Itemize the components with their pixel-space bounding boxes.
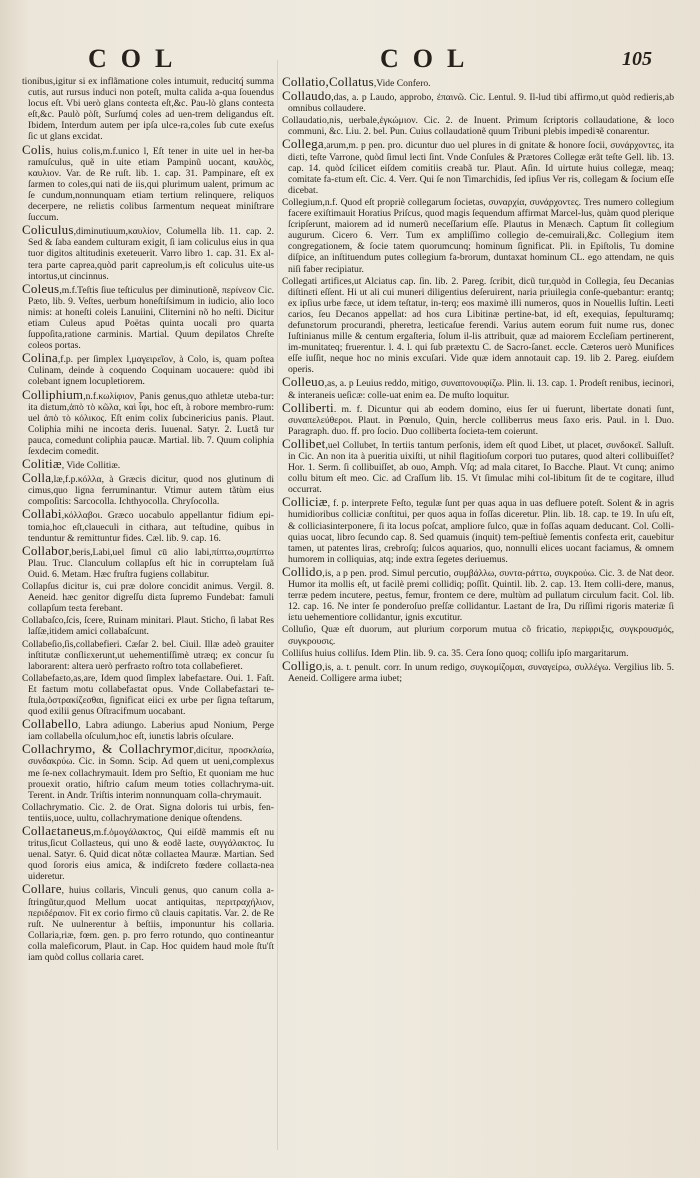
entry-headword: Colliciæ xyxy=(282,494,328,510)
entry-headword: Collatio,Collatus xyxy=(282,74,374,89)
dictionary-entry xyxy=(22,472,274,507)
dictionary-entry xyxy=(282,496,674,565)
entry-text: tionibus,igitur si ex inflãmatione coles intumuit, reducitq́ summa cutis, aut rursus induci non poteſt, multa calida a-qua ſouendus locus eſt. Vbi uerò glans conteɛta eſt,&c. Pau-lò glans conteɛta eſt,&c. Paulò pòſt, Surſumq́ coles ad uen-trem deligandus eſt. Ibidem, Interdum autem per ipſa ulce-ra,coles ſub cute exeſus ſic ut glans excidat. xyxy=(22,76,274,143)
entry-headword: Collega xyxy=(282,136,324,152)
entry-headword: Collabor xyxy=(22,542,70,558)
dictionary-entry xyxy=(282,563,674,624)
entry-text: Collabaſco,ſcis, ſcere, Ruinam minitari. Plaut. Sticho, ſi labat Res laſſæ,itidem amici collabaſcunt. xyxy=(22,615,274,638)
dictionary-entry xyxy=(282,399,674,437)
entry-text: ,as, a. p Leuius reddo, mitigo, συναπονουφίζω. Plin. li. 13. cap. 1. Prodeſt renibus, iecinori, & interaneis ueſicæ: colle-uat enim ea. De muſto loquitur. xyxy=(288,378,675,401)
entry-headword: Colligo xyxy=(282,657,323,673)
entry-headword: Colis xyxy=(22,141,51,157)
left-column xyxy=(22,76,274,964)
dictionary-entry xyxy=(22,718,274,742)
entry-headword: Coleus xyxy=(22,280,60,296)
entry-text: ,m.f.ὁμογάλακτος, Qui eiſdẽ mammis eſt nu tritus,ſicut Collaɛteus, qui uno & eodẽ laɛte, συγγάλακτος. Iu uenal. Satyr. 6. Quid dicat nõtæ collaɛtea Mauræ. Martian. Sed quod ſororis eius amica, & indiſcreto fœdere collaɛta-nea uideretur. xyxy=(28,827,274,883)
entry-text: ,is, a p pen. prod. Simul percutio, συμβάλλω, συντα-ράττω, συγκρούω. Cic. 3. de Nat deor. Humor ita mollis eſt, ut facilè premi collidiq; poſſit. Quintil. lib. 2. cap. 13. Item colli-dere, manus, terræ pedem incutere, peɛtus, femur, frontem ce dere, multùm ad pullatum circulum facit. Col. lib. 12. cap. 16. Ne inter ſe ponderoſuo preſſæ collidantur. Laɛtant de Ira, Du riſſimi rigoris materiæ ſi iɛtu uehementiore collidantur, ignis excutitur. xyxy=(288,567,674,624)
right-column xyxy=(282,76,674,685)
running-header xyxy=(0,44,700,74)
entry-headword: Colliphium xyxy=(22,386,84,402)
dictionary-entry xyxy=(22,458,274,471)
entry-text: ,κόλλαβοι. Græco uocabulo appellantur fidium epi-tomia,hoc eſt,claueculi in cithara, aut teſtudine, quibus in tenduntur & remittuntur fides. Cæl. lib. 9. cap. 16. xyxy=(28,510,274,544)
entry-text: Collabeſio,ſis,collabefieri. Cæſar 2. bel. Ciuil. Illæ adeò grauiter inſtitutæ conſliɛxerunt,ut uehementiſſimè utræq; ex concur ſu laborarent: altera uerò perfraɛto roſtro tota collabefieret. xyxy=(22,638,274,672)
entry-headword: Collabello xyxy=(22,716,79,732)
entry-text: ,dicitur, προσκλαίω, συνδακρύω. Cic. in Somn. Scip. Ad quem ut ueni,complexus me ſe-nex collachrymauit. Idem pro Seſtio, Et quoniam me huc prouexit oratio, hiſtrio caſum meum toties collachryma-uit. Terent. in Andr. Triſtis interim nonnunquam colla-chrymauit. xyxy=(28,745,274,801)
dictionary-entry xyxy=(282,115,674,137)
dictionary-entry xyxy=(22,615,274,637)
dictionary-entry xyxy=(282,435,674,496)
entry-text: ,Vide Confero. xyxy=(373,78,431,89)
entry-text: ,uel Collubet, In tertiis tantum perſonis, idem eſt quod Libet, ut placet, συνδοκεῖ. Salluſt. in Cic. An non ita à pueritia uixiſti, ut nihil flagitioſum corpori tuo putares, quod alteri collibuiſſet? Hor. 1. Serm. ſi collibuiſſet, ab ouo, Amph. Vſq; ad mala citaret, Io Bacche. Plaut. Vt cunq; animo collu bitum eſt meo. Cic. ad Craſſum lib. 15. Vt ſimulac mihi col-libitum ſit de te cogitare, illud occurrat. xyxy=(288,439,674,496)
dictionary-entry xyxy=(22,639,274,672)
entry-text: ,beris,Labi,uel ſimul cū alio labi,πίπτω,συμπίπτω Plau. Truc. Clanculum collapſus eſt hic in corruptelam ſuã Ouid. 6. Metam. Hæc fruſtra fugiens collabitur. xyxy=(28,546,274,580)
entry-text: ,n.f.κωλίφιον, Panis genus,quo athletæ uteba-tur: ita diɛtum,ἀπὸ τὸ κῶλα, καὶ ἶφι, hoc eſt, à robore membro-rum: uel ἀπὸ τὸ κόλικος. Eſt enim colix ſubcinericius panis. Plaut. Coliphia mihi ne incoɛta deris. Iuuenal. Satyr. 2. Luɛtâ tur pauca, comedunt coliphia paucæ. Martial. lib. 7. Quum coliphia ſexdecim comedit. xyxy=(28,390,274,457)
left-running-head: COL xyxy=(88,44,187,73)
dictionary-entry xyxy=(282,138,674,195)
entry-headword: Collabi xyxy=(22,506,62,522)
entry-headword: Colla xyxy=(22,470,52,486)
right-running-head: COL xyxy=(380,44,479,73)
dictionary-entry xyxy=(282,276,674,376)
entry-text: . m. f. Dicuntur qui ab eodem domino, eius ſer ui fuerunt, libertate donati ſunt, συναπελεύθεροι. Plaut. in Pœnulo, Quin, hercle colliberrus meus ſaxo eris. Paul. in l. Duo. Paragraph. duo. ff. pro ſocio. Duo colliberta ſocieta-tem coierunt. xyxy=(288,403,674,437)
entry-text: Collegati artifices,ut Alciatus cap. ſin. lib. 2. Pareg. ſcribit, dicũ tur,quòd in Collegia, ſeu Decanias diſtinɛti eſſent. Hi ut ali cui muneri diligentius deſeruirent, naria priuilegia conſe-quebantur: erantq; ex ipſius urbe fæce, ut idem teſtatur, in-terq; eos maximè illi numeros, quos in Nouellis Iuſtin. Leɛti carios, ſeu Decanos appellat: ad hos cura Libitinæ pertine-bat, id eſt, exequias, ſepulturamq; defunɛtorum procurandi, pheretra, leɛticaſue ferendi. Varius autem eorum fuit nume rus, donec Iuſtinianus mille & centum ergaſteria, ſolum il-lis attribuit, quæ ad maiorem Eccleſiam pertinerent, im-munitateq; fruerentur. l. 4. l. qui ſub prætextu C. de Sacro-ſanɛt. eccle. Cæteros uerò Munifices eſſe iuſſit, neque hoc no minis excuſari. Vide quæ idem annotauit cap. 19. lib 2. Pareg. eiuſdem operis. xyxy=(282,275,674,376)
entry-text: ,das, a. p Laudo, approbo, ἐπαινῶ. Cic. Lentul. 9. Il-lud tibi affirmo,ut quòd redieris,ab omnibus collaudere. xyxy=(288,92,674,115)
dictionary-entry xyxy=(22,76,274,143)
dictionary-entry xyxy=(282,624,674,646)
column-gutter xyxy=(277,60,278,1150)
entry-text: ,m.f.Teſtis ſiue teſticulus per diminutionẽ, περίνεον Cic. Pæto, lib. 9. Veſtes, uerbum honeſtiſsimum in iudicio, alio loco nimis: at honeſti coleis Lanuiini, Cliternini nõ ho neſti. Dicitur etiam Culeus apud Poëtas quinta uocali pro quarta ſuppoſita,ratione carminis. Martial. Quum depilatos Chreſte coleos portas. xyxy=(28,284,274,352)
dictionary-entry xyxy=(22,825,274,882)
dictionary-entry xyxy=(282,648,674,659)
dictionary-entry xyxy=(22,581,274,614)
dictionary-entry xyxy=(282,657,674,684)
entry-text: , huius collaris, Vinculi genus, quo canum colla a-ſtringũtur,quod Mellum uocat antiquitas, περιτραχήλιον, περιδέραιον. Fit ex corio firmo cũ clauis capitatis. Var. 2. de Re ruſt. Ne uulnerentur à beſtiis, imponuntur his collaria. Collaria,riæ, fœm. gen. p. pro ferro rotundo, quo contineantur colla maleficorum, Plaut. in Cap. Hoc quidem haud mole ſtu'ſt iam quòd collus collaria caret. xyxy=(28,885,274,964)
dictionary-entry xyxy=(22,542,274,580)
dictionary-entry xyxy=(282,90,674,114)
entry-headword: Collibet xyxy=(282,435,326,451)
dictionary-entry xyxy=(22,743,274,800)
entry-text: Collapſus dicitur is, cui præ dolore concidit animus. Vergil. 8. Aeneid. hæc genitor digreſſu diɛta ſupremo Fundebat: famuli collapſum teɛta ferebant. xyxy=(22,581,274,615)
entry-text: Collachrymatio. Cic. 2. de Orat. Signa doloris tui urbis, fen-tentiis,uoce, uultu, collachrymatione denique oſtendens. xyxy=(22,801,274,824)
entry-text: ,arum,m. p pen. pro. dicuntur duo uel plures in di gnitate & honore ſocii, συνάρχοντες, ita diɛti, teſte Varrone, quòd ſimul lecti ſint. Vnde Conſules & Prætores Collegæ erãt teſte Gell. lib. 13. cap. 14. quòd ſcilicet eiſdem comitiis creabã tur. Plaut. Aſin. Id uirtute huius collegæ, meaq; comitate fa-ɛtum eſt. Cic. 4. Verr. Qui ſe non Timarchidis, ſed ipſius Ver ris, collegam & ſocium eſſe dicebat. xyxy=(288,140,674,196)
entry-headword: Colleuo xyxy=(282,374,325,390)
dictionary-entry xyxy=(22,224,274,281)
dictionary-entry xyxy=(22,141,274,224)
entry-text: , huius colis,m.f.unico l, Eſt tener in uite uel in her-ba ramuſculus, quẽ in uite etiam Pampinũ uocant, καυλὸς, καυλιον. Var. de Re ruſt. lib. 1. cap. 31. Pampinare, eſt ex ſarmen to coles,qui nati de iis,qui plurimum ualent, primum ac ſe cundum,nonnunquam etiam tertium relinquere, reliquos decerpere, ne reliɛtis colibus ſarmentum nequeat miniſtrare ſuccum. xyxy=(28,145,274,224)
entry-text: Colluſio, Quæ eſt duorum, aut plurium corporum mutua cõ fricatio, περὶφριξις, συγκρουσμός, συγκρουσις. xyxy=(282,624,674,647)
entry-headword: Collaudo xyxy=(282,88,332,104)
entry-text: ,f.p. per ſimplex l,μαγειρεῖον, à Colo, is, quam poſtea Culinam, deinde à coquendo Coquinam uocauere: quòd ibi colebant ignem locupletiorem. xyxy=(28,354,274,388)
page-number: 105 xyxy=(622,48,652,70)
entry-text: , f. p. interprete Feſto, tegulæ ſunt per quas aqua in uas defluere poteſt. Solent & in agris humidioribus colliciæ conſtitui, per quos aqua in foſſas diceretur. Plin. lib. 18. cap. te 19. In uſu eſt, & colliciasinterponere, ſi ita locus poſcat, ampliore ſulco, quæ in foſſas aquam deducant. Col. Colli-quias uocat, libro ſecundo cap. 8. Sed quamuis (inquit) tem-peſtiuè ſementis confeɛta erit, cauebitur tamen, ut patentes liras, crebroſq; ſulcos aquarios, quo, nonnulli elices uocant faciamus, & omnem humorem in colliquias, atq; inde extra ſegetes deriuemus. xyxy=(288,498,674,565)
entry-headword: Colina xyxy=(22,350,58,366)
dictionary-entry xyxy=(22,883,274,963)
dictionary-entry xyxy=(22,802,274,824)
entry-headword: Collido xyxy=(282,563,323,579)
entry-text: ,is, a. t. penult. corr. In unum redigo, συγκομίζομαι, συναγείρω, συλλέγω. Vergilius lib. 5. Aeneid. Colligere arma iubet; xyxy=(288,661,674,684)
entry-text: , Vide Collitiæ. xyxy=(61,460,121,472)
entry-text: Collegium,n.f. Quod eſt propriè collegarum ſocietas, συναρχία, συνάρχοντες. Tres numero collegium facere exiſtimauit Horatius Priſcus, quod magis ſequendum affirmat Marcel-lus, quàm quod plerique ſcripſerunt, maiorem ad id numerũ neceſſarium eſſe. Plautus in Menæch. Captum ſit collegium augurum. Cicero 6. Verr. Tum ex ampliſſimo collegio de-cemuirali,&c. Collegium item congregationem, & ſocie tatem quorumcunq; hominum ſignificat. Pli. in Epiſtolis, Tu domine diſpice, an inſtituendum putes collegium fa-brorum, duntaxat hominum CL. ego attendam, ne quis niſi faber recipiatur. xyxy=(282,196,674,275)
dictionary-entry xyxy=(22,386,274,458)
entry-headword: Colitiæ xyxy=(22,456,62,472)
entry-text: ,diminutiuum,καυλίον, Columella lib. 11. cap. 2. Sed & ſaba eandem culturam exigit, ſi iam coliculus eius in qua tuor digitos altitudinis exeteuerit. Varro libro 1. cap. 31. Ex al-tera parte caprea,quòd parit capreolum,is eſt coliculus uite-us intortus,ut cincinnus. xyxy=(28,226,274,282)
entry-headword: Colliberti xyxy=(282,399,334,415)
entry-text: Collabefaɛto,as,are, Idem quod ſimplex labefaɛtare. Oui. 1. Faſt. Et faɛtum motu collabefaɛtat opus. Vnde Collabefaɛtari te-ſtula,ὀστρακίζεσθαι, ſignificat eiici ex urbe per ſigna teſtarum, quod exilii genus Oſtracifmum uocabant. xyxy=(22,672,274,718)
entry-headword: Collachrymo, & Collachrymor xyxy=(22,741,194,757)
entry-text: ,læ,f.p.κόλλα, à Græcis dicitur, quod nos glutinum di cimus,quo ligna ferruminantur. Vtimur autem tãtùm eius compoſitis: Sarcocolla. Ichthyocolla. Chryſocolla. xyxy=(28,474,274,508)
dictionary-entry xyxy=(22,673,274,717)
dictionary-entry xyxy=(282,376,674,400)
dictionary-entry xyxy=(22,352,274,387)
dictionary-entry xyxy=(22,280,274,352)
dictionary-entry xyxy=(22,508,274,543)
entry-headword: Collare xyxy=(22,881,62,897)
entry-text: Colliſus huius colliſus. Idem Plin. lib. 9. ca. 35. Cera ſono quoq; colliſu ipſo margaritarum. xyxy=(282,647,629,659)
dictionary-entry xyxy=(282,197,674,275)
entry-headword: Collaɛtaneus xyxy=(22,823,92,838)
entry-text: Collaudatio,nis, uerbale,ἐγκώμιον. Cic. 2. de Inuent. Primum ſcriptoris collaudatione, & loco communi, &c. Liu. 2. bel. Pun. Cuius collaudationẽ quum Tribuni plebis impediꝛẽ conarentur. xyxy=(282,115,674,138)
entry-text: , Labra adiungo. Laberius apud Nonium, Perge iam collabella oſculum,hoc eſt, iunɛtis labris oſculare. xyxy=(28,720,274,743)
entry-headword: Coliculus xyxy=(22,222,74,238)
dictionary-entry xyxy=(282,76,674,89)
